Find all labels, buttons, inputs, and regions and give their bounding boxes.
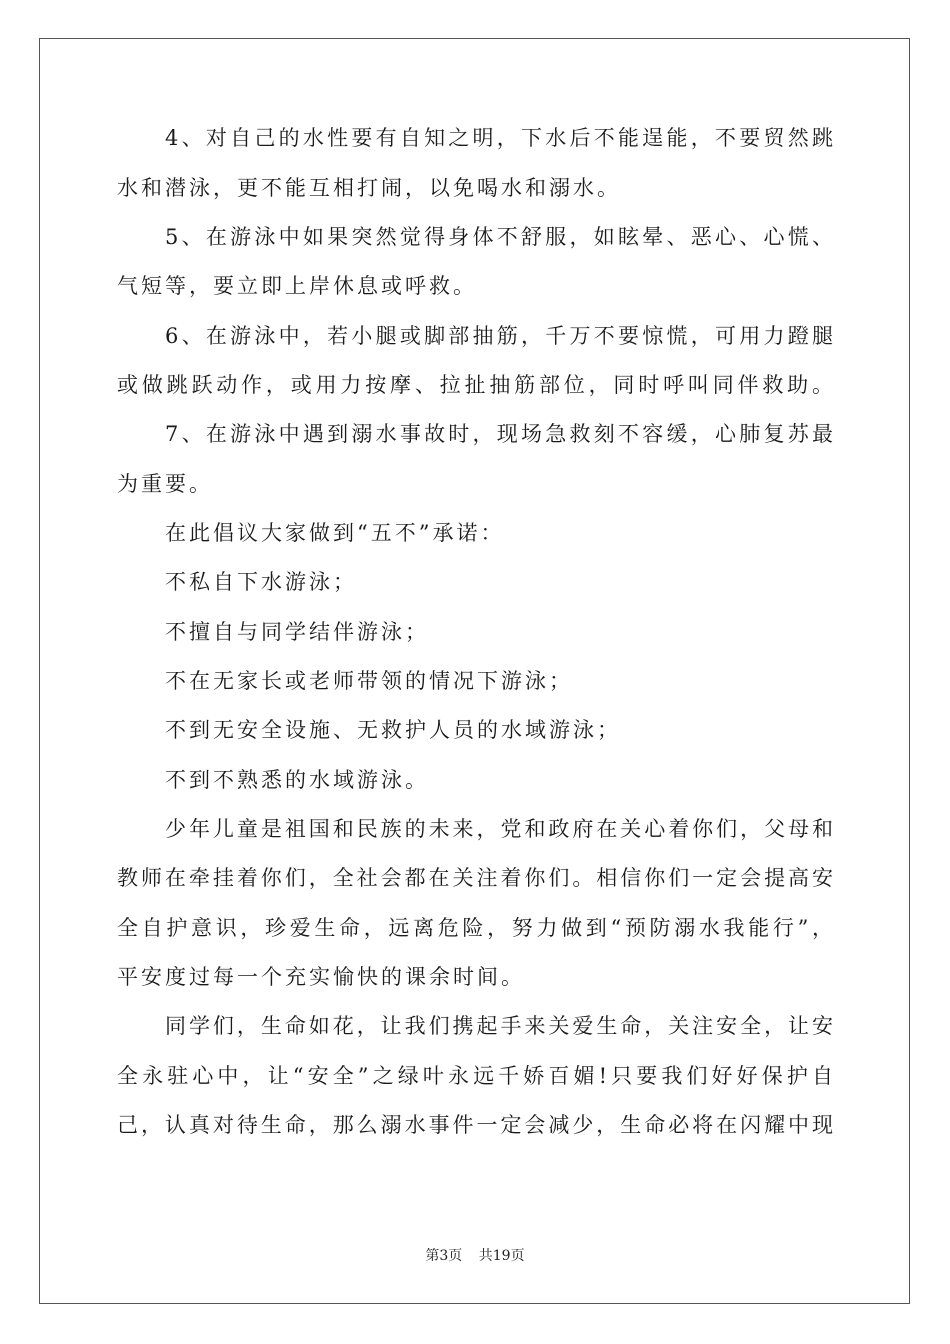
page-total: 共19页 (478, 1248, 525, 1264)
text-line: 全自护意识，珍爱生命，远离危险，努力做到“预防溺水我能行”， (117, 916, 833, 940)
text-line: 不在无家长或老师带领的情况下游泳； (165, 669, 573, 693)
text-line: 在此倡议大家做到“五不”承诺： (165, 521, 505, 545)
page-footer (0, 1245, 950, 1265)
text-line: 不到无安全设施、无救护人员的水域游泳； (165, 718, 621, 742)
text-line: 不到不熟悉的水域游泳。 (165, 768, 429, 792)
text-line: 6、在游泳中，若小腿或脚部抽筋，千万不要惊慌，可用力蹬腿 (165, 324, 833, 348)
text-line: 5、在游泳中如果突然觉得身体不舒服，如眩晕、恶心、心慌、 (165, 225, 833, 249)
text-line: 或做跳跃动作，或用力按摩、拉扯抽筋部位，同时呼叫同伴救助。 (117, 373, 833, 397)
text-line: 水和潜泳，更不能互相打闹，以免喝水和溺水。 (117, 176, 621, 200)
text-line: 气短等，要立即上岸休息或呼救。 (117, 274, 477, 298)
text-line: 不擅自与同学结伴游泳； (165, 620, 429, 644)
text-line: 己，认真对待生命，那么溺水事件一定会减少，生命必将在闪耀中现 (117, 1113, 833, 1137)
text-line: 全永驻心中，让“安全”之绿叶永远千娇百媚!只要我们好好保护自 (117, 1064, 833, 1088)
text-line: 7、在游泳中遇到溺水事故时，现场急救刻不容缓，心肺复苏最 (165, 422, 833, 446)
text-line: 教师在牵挂着你们，全社会都在关注着你们。相信你们一定会提高安 (117, 866, 833, 890)
page-number: 第3页 (425, 1248, 463, 1264)
text-line: 同学们，生命如花，让我们携起手来关爱生命，关注安全，让安 (165, 1014, 833, 1038)
text-line: 4、对自己的水性要有自知之明，下水后不能逞能，不要贸然跳 (165, 126, 833, 150)
text-line: 平安度过每一个充实愉快的课余时间。 (117, 965, 525, 989)
text-line: 少年儿童是祖国和民族的未来，党和政府在关心着你们，父母和 (165, 817, 833, 841)
text-line: 不私自下水游泳； (165, 570, 357, 594)
text-line: 为重要。 (117, 472, 213, 496)
